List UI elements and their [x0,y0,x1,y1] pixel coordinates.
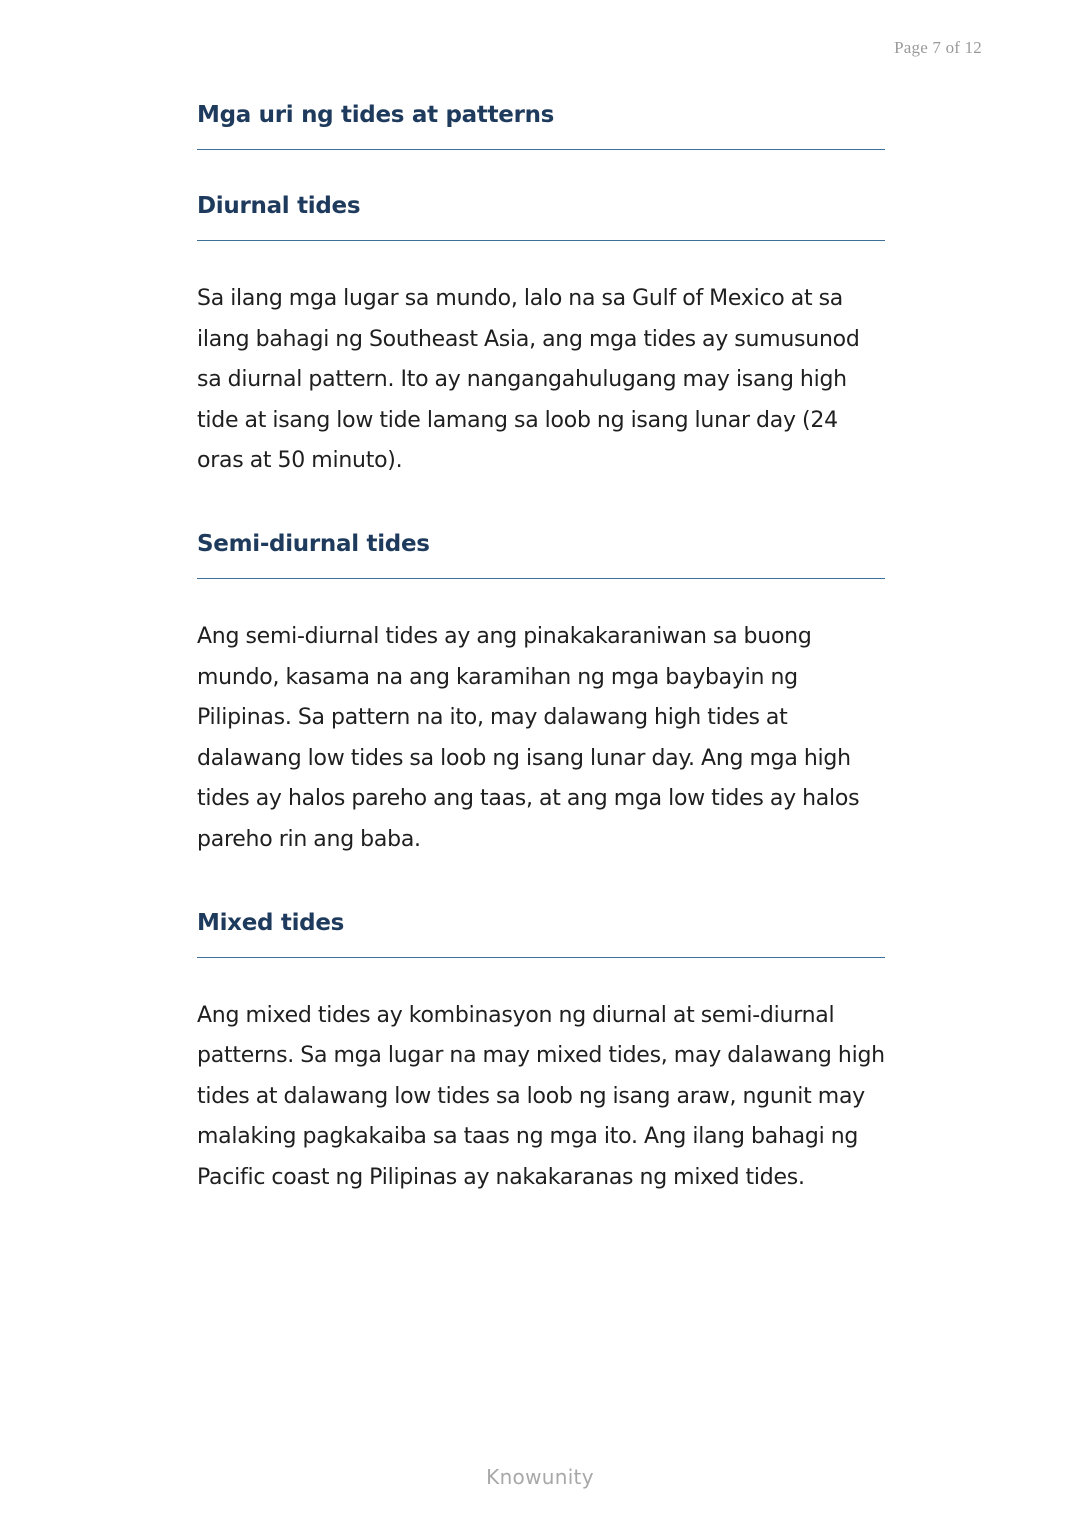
subsection-mixed [197,909,885,1199]
subsection-title: Semi-diurnal tides [197,530,885,579]
subsection-paragraph: Ang semi-diurnal tides ay ang pinakakaraniwan sa buong mundo, kasama na ang karamihan ng mga baybayin ng Pilipinas. Sa pattern na ito, may dalawang high tides at dalawang low tides sa loob ng isang lunar day. Ang mga high tides ay halos pareho ang taas, at ang mga low tides ay halos pareho rin ang baba. [197,623,860,852]
document-body [197,0,885,1199]
subsection-semi-diurnal [197,530,885,861]
subsection-title: Diurnal tides [197,192,885,241]
subsection-title: Mixed tides [197,909,885,958]
page-indicator: Page 7 of 12 [894,38,982,57]
section-title: Mga uri ng tides at patterns [197,101,885,150]
subsection-paragraph: Sa ilang mga lugar sa mundo, lalo na sa Gulf of Mexico at sa ilang bahagi ng Southeast Asia, ang mga tides ay sumusunod sa diurnal pattern. Ito ay nangangahulugang may isang high tide at isang low tide lamang sa loob ng isang lunar day (24 oras at 50 minuto). [197,286,860,474]
subsection-paragraph: Ang mixed tides ay kombinasyon ng diurnal at semi-diurnal patterns. Sa mga lugar na may mixed tides, may dalawang high tides at dalawang low tides sa loob ng isang araw, ngunit may malaking pagkakaiba sa taas ng mga ito. Ang ilang bahagi ng Pacific coast ng Pilipinas ay nakakaranas ng mixed tides. [197,1002,885,1190]
subsection-diurnal [197,192,885,482]
footer-brand: Knowunity [486,1465,594,1489]
